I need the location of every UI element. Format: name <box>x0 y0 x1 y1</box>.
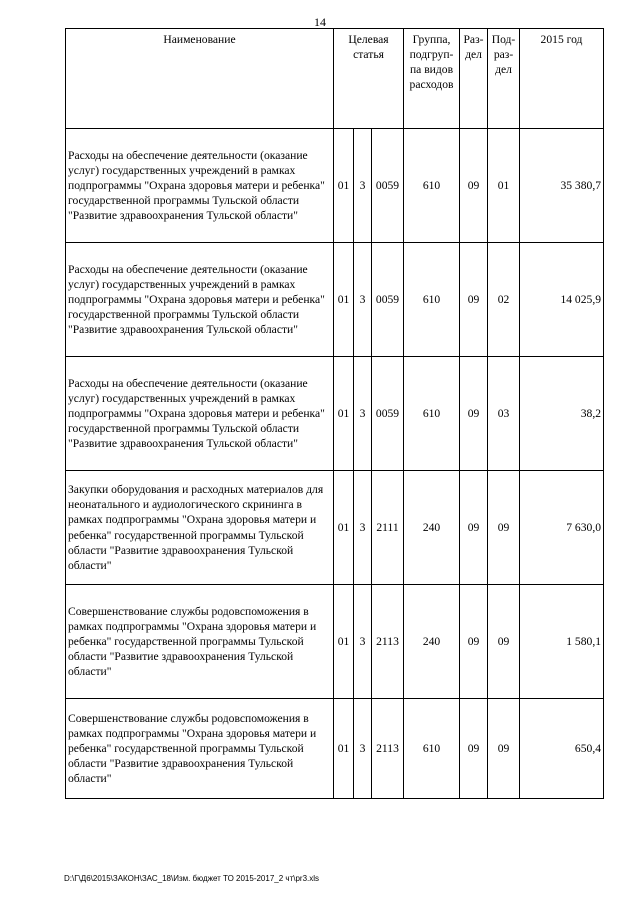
amount-2015: 1 580,1 <box>520 585 604 699</box>
row-name: Совершенствование службы родовспоможения в рамках подпрограммы "Охрана здоровья матери и ребенка" государственной программы Тульской области "Развитие здравоохранения Тульской области" <box>66 699 334 799</box>
table-row <box>66 699 604 799</box>
article-subprogram: 3 <box>354 471 372 585</box>
header-target-article: Целевая статья <box>334 29 404 129</box>
table-row <box>66 585 604 699</box>
row-name: Расходы на обеспечение деятельности (оказание услуг) государственных учреждений в рамках подпрограммы "Охрана здоровья матери и ребенка" государственной программы Тульской области "Развитие здравоохранения Тульской области" <box>66 129 334 243</box>
article-subprogram: 3 <box>354 357 372 471</box>
header-subsection: Под-раз-дел <box>488 29 520 129</box>
row-name: Совершенствование службы родовспоможения в рамках подпрограммы "Охрана здоровья матери и ребенка" государственной программы Тульской области "Развитие здравоохранения Тульской области" <box>66 585 334 699</box>
budget-table <box>65 28 604 799</box>
subsection: 02 <box>488 243 520 357</box>
article-program: 01 <box>334 129 354 243</box>
expense-group: 610 <box>404 243 460 357</box>
expense-group: 610 <box>404 357 460 471</box>
amount-2015: 14 025,9 <box>520 243 604 357</box>
section: 09 <box>460 129 488 243</box>
subsection: 03 <box>488 357 520 471</box>
header-section: Раз-дел <box>460 29 488 129</box>
article-code: 2113 <box>372 699 404 799</box>
subsection: 09 <box>488 699 520 799</box>
expense-group: 610 <box>404 699 460 799</box>
article-program: 01 <box>334 699 354 799</box>
section: 09 <box>460 699 488 799</box>
article-subprogram: 3 <box>354 243 372 357</box>
article-subprogram: 3 <box>354 585 372 699</box>
row-name: Расходы на обеспечение деятельности (оказание услуг) государственных учреждений в рамках подпрограммы "Охрана здоровья матери и ребенка" государственной программы Тульской области "Развитие здравоохранения Тульской области" <box>66 357 334 471</box>
article-code: 0059 <box>372 129 404 243</box>
article-subprogram: 3 <box>354 129 372 243</box>
article-program: 01 <box>334 585 354 699</box>
row-name: Расходы на обеспечение деятельности (оказание услуг) государственных учреждений в рамках подпрограммы "Охрана здоровья матери и ребенка" государственной программы Тульской области "Развитие здравоохранения Тульской области" <box>66 243 334 357</box>
article-program: 01 <box>334 471 354 585</box>
article-code: 0059 <box>372 357 404 471</box>
article-program: 01 <box>334 357 354 471</box>
file-path-footer: D:\Г\Д6\2015\ЗАКОН\ЗАС_18\Изм. бюджет ТО 2015-2017_2 чт\pr3.xls <box>64 874 320 883</box>
article-code: 0059 <box>372 243 404 357</box>
amount-2015: 7 630,0 <box>520 471 604 585</box>
table-row <box>66 357 604 471</box>
expense-group: 240 <box>404 471 460 585</box>
header-row <box>66 29 604 129</box>
section: 09 <box>460 471 488 585</box>
table-row <box>66 471 604 585</box>
table-row <box>66 243 604 357</box>
section: 09 <box>460 243 488 357</box>
row-name: Закупки оборудования и расходных материалов для неонатального и аудиологического скрининга в рамках подпрограммы "Охрана здоровья матери и ребенка" государственной программы Тульской области "Развитие здравоохранения Тульской области" <box>66 471 334 585</box>
expense-group: 240 <box>404 585 460 699</box>
section: 09 <box>460 357 488 471</box>
subsection: 01 <box>488 129 520 243</box>
article-program: 01 <box>334 243 354 357</box>
amount-2015: 38,2 <box>520 357 604 471</box>
article-subprogram: 3 <box>354 699 372 799</box>
header-name: Наименование <box>66 29 334 129</box>
header-year: 2015 год <box>520 29 604 129</box>
expense-group: 610 <box>404 129 460 243</box>
page-number: 14 <box>314 15 326 29</box>
header-expense-group: Группа, подгруп-па видов расходов <box>404 29 460 129</box>
article-code: 2113 <box>372 585 404 699</box>
article-code: 2111 <box>372 471 404 585</box>
subsection: 09 <box>488 471 520 585</box>
amount-2015: 35 380,7 <box>520 129 604 243</box>
subsection: 09 <box>488 585 520 699</box>
amount-2015: 650,4 <box>520 699 604 799</box>
table-row <box>66 129 604 243</box>
section: 09 <box>460 585 488 699</box>
